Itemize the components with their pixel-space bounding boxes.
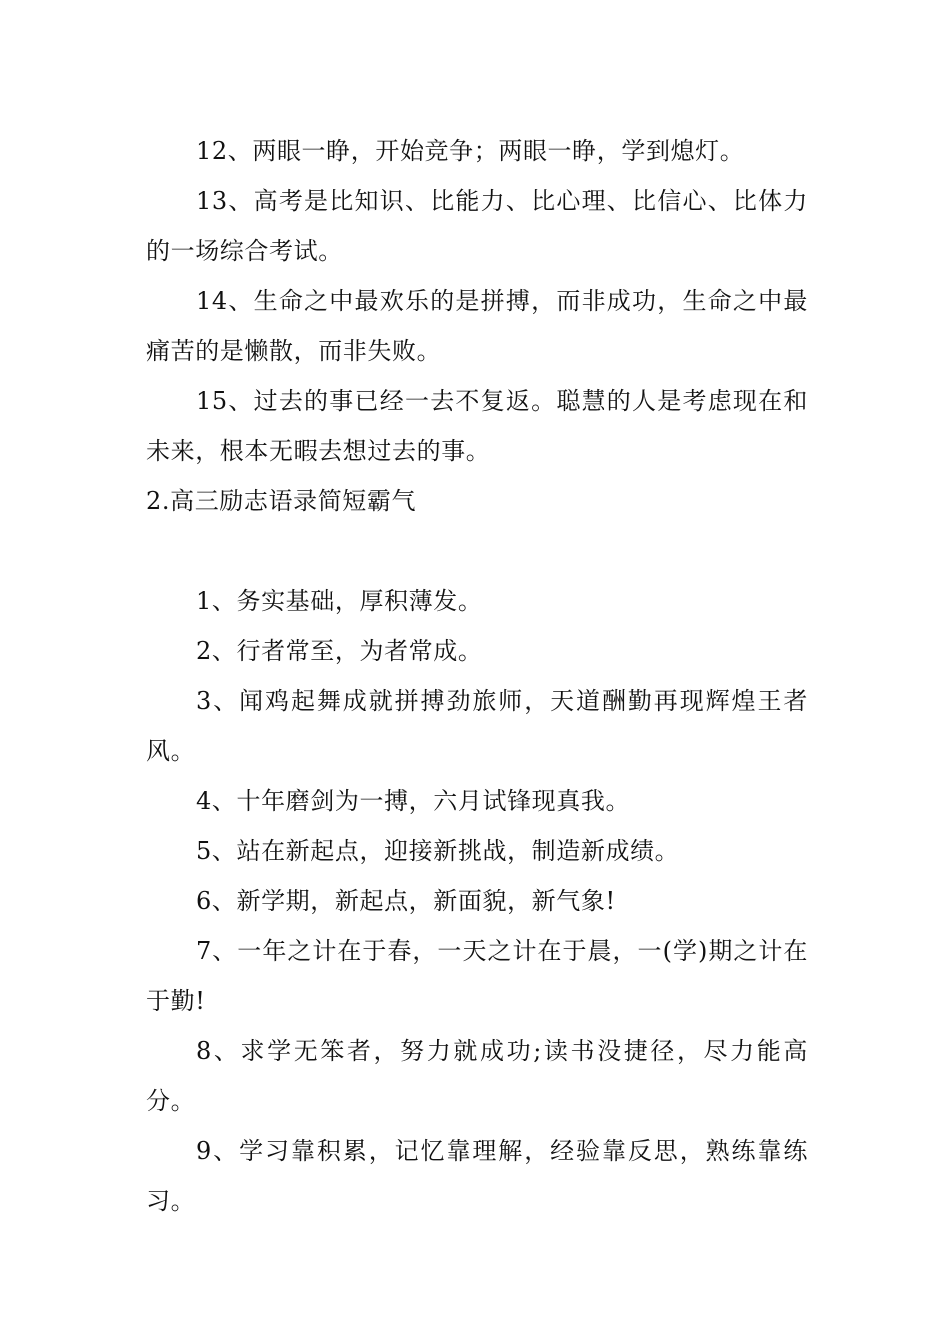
- list-item: 8、求学无笨者，努力就成功;读书没捷径，尽力能高分。: [146, 1037, 808, 1115]
- list-item: 15、过去的事已经一去不复返。聪慧的人是考虑现在和未来，根本无暇去想过去的事。: [146, 387, 808, 465]
- list-item: 7、一年之计在于春，一天之计在于晨，一(学)期之计在于勤!: [146, 937, 808, 1015]
- list-item: 6、新学期，新起点，新面貌，新气象!: [196, 887, 616, 915]
- list-item: 3、闻鸡起舞成就拼搏劲旅师，天道酬勤再现辉煌王者风。: [146, 687, 808, 765]
- list-item: 14、生命之中最欢乐的是拼搏，而非成功，生命之中最痛苦的是懒散，而非失败。: [146, 287, 808, 365]
- list-item: 13、高考是比知识、比能力、比心理、比信心、比体力的一场综合考试。: [146, 187, 808, 265]
- list-item: 12、两眼一睁，开始竞争；两眼一睁，学到熄灯。: [196, 137, 745, 165]
- list-item: 9、学习靠积累，记忆靠理解，经验靠反思，熟练靠练习。: [146, 1137, 808, 1215]
- section-heading: 2.高三励志语录简短霸气: [146, 487, 417, 515]
- list-item: 1、务实基础，厚积薄发。: [196, 587, 483, 615]
- list-item: 2、行者常至，为者常成。: [196, 637, 483, 665]
- list-item: 4、十年磨剑为一搏，六月试锋现真我。: [196, 787, 631, 815]
- spacer: [146, 526, 808, 576]
- list-item: 5、站在新起点，迎接新挑战，制造新成绩。: [196, 837, 680, 865]
- document-body: [146, 126, 808, 1226]
